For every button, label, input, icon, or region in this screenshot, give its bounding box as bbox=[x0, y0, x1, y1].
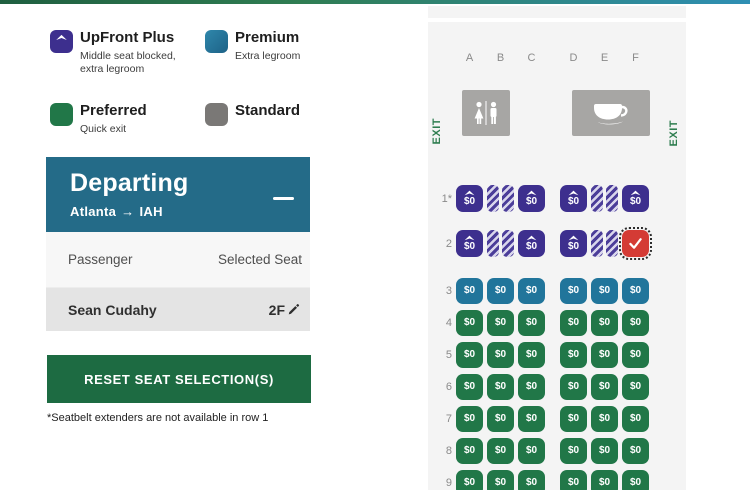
seat-3A[interactable]: $0 bbox=[456, 278, 483, 304]
legend-label: Standard bbox=[235, 102, 301, 119]
edit-pencil-icon[interactable] bbox=[287, 303, 300, 316]
seat-1E-blocked bbox=[591, 185, 618, 212]
seat-8A[interactable]: $0 bbox=[456, 438, 483, 464]
seat-row-9 bbox=[428, 470, 686, 490]
seat-7D[interactable]: $0 bbox=[560, 406, 587, 432]
row-label-9: 9 bbox=[445, 477, 452, 489]
route-arrow-icon: → bbox=[121, 204, 135, 219]
seat-row-8 bbox=[428, 438, 686, 464]
seat-5E[interactable]: $0 bbox=[591, 342, 618, 368]
seat-5B[interactable]: $0 bbox=[487, 342, 514, 368]
route-origin: Atlanta bbox=[70, 204, 117, 219]
seat-map-top-strip bbox=[428, 6, 686, 18]
seat-row-2 bbox=[428, 230, 686, 257]
premium-swatch-icon bbox=[205, 30, 228, 53]
seat-7A[interactable]: $0 bbox=[456, 406, 483, 432]
seat-6D[interactable]: $0 bbox=[560, 374, 587, 400]
seat-4E[interactable]: $0 bbox=[591, 310, 618, 336]
exit-label-right: EXIT bbox=[668, 120, 680, 147]
legend-upfront-plus bbox=[50, 30, 190, 77]
seat-2D[interactable]: $0 bbox=[560, 230, 587, 257]
seat-3E[interactable]: $0 bbox=[591, 278, 618, 304]
legend-standard bbox=[205, 103, 300, 126]
seat-row-7 bbox=[428, 406, 686, 432]
row-label-3: 3 bbox=[445, 285, 452, 297]
seat-5A[interactable]: $0 bbox=[456, 342, 483, 368]
seat-4B[interactable]: $0 bbox=[487, 310, 514, 336]
departing-card-header bbox=[46, 157, 310, 232]
legend-desc: Extra legroom bbox=[235, 49, 301, 62]
seat-6C[interactable]: $0 bbox=[518, 374, 545, 400]
galley-coffee-icon bbox=[572, 90, 650, 136]
seat-number-text: 2F bbox=[268, 301, 285, 318]
route-destination: IAH bbox=[139, 204, 163, 219]
legend-label: Preferred bbox=[80, 102, 147, 119]
passenger-row bbox=[46, 288, 310, 331]
seat-6A[interactable]: $0 bbox=[456, 374, 483, 400]
legend-preferred bbox=[50, 103, 147, 136]
exit-label-left: EXIT bbox=[431, 118, 443, 145]
seat-7E[interactable]: $0 bbox=[591, 406, 618, 432]
seat-5C[interactable]: $0 bbox=[518, 342, 545, 368]
seat-7C[interactable]: $0 bbox=[518, 406, 545, 432]
row-label-1: 1* bbox=[441, 192, 452, 205]
seat-3C[interactable]: $0 bbox=[518, 278, 545, 304]
column-letter-header bbox=[456, 52, 653, 64]
seat-1C[interactable]: $0 bbox=[518, 185, 545, 212]
legend-desc: Quick exit bbox=[80, 122, 127, 135]
preferred-swatch-icon bbox=[50, 103, 73, 126]
column-letter-D: D bbox=[569, 52, 578, 64]
seat-8B[interactable]: $0 bbox=[487, 438, 514, 464]
seat-7B[interactable]: $0 bbox=[487, 406, 514, 432]
seat-row-4 bbox=[428, 310, 686, 336]
seat-2C[interactable]: $0 bbox=[518, 230, 545, 257]
seat-7F[interactable]: $0 bbox=[622, 406, 649, 432]
seat-9E[interactable]: $0 bbox=[591, 470, 618, 490]
selected-seat-value[interactable] bbox=[269, 302, 300, 318]
seat-3D[interactable]: $0 bbox=[560, 278, 587, 304]
row-label-4: 4 bbox=[445, 317, 452, 329]
seat-4A[interactable]: $0 bbox=[456, 310, 483, 336]
seat-1D[interactable]: $0 bbox=[560, 185, 587, 212]
seat-row-3 bbox=[428, 278, 686, 304]
seat-2E-blocked bbox=[591, 230, 618, 257]
row-label-7: 7 bbox=[445, 413, 452, 425]
passenger-table-header bbox=[46, 232, 310, 288]
seat-4D[interactable]: $0 bbox=[560, 310, 587, 336]
seat-1B-blocked bbox=[487, 185, 514, 212]
seat-8C[interactable]: $0 bbox=[518, 438, 545, 464]
seat-5F[interactable]: $0 bbox=[622, 342, 649, 368]
departing-card bbox=[46, 157, 310, 331]
seat-grid bbox=[428, 185, 686, 490]
legend-premium bbox=[205, 30, 300, 63]
column-letter-A: A bbox=[465, 52, 474, 64]
seat-2B-blocked bbox=[487, 230, 514, 257]
selected-seat-column-header: Selected Seat bbox=[217, 252, 302, 267]
seat-9B[interactable]: $0 bbox=[487, 470, 514, 490]
seat-9F[interactable]: $0 bbox=[622, 470, 649, 490]
seat-2A[interactable]: $0 bbox=[456, 230, 483, 257]
row-label-8: 8 bbox=[445, 445, 452, 457]
upfront-arrow-icon bbox=[50, 30, 73, 53]
seat-map-panel bbox=[428, 22, 686, 490]
seat-9C[interactable]: $0 bbox=[518, 470, 545, 490]
departing-route bbox=[70, 204, 294, 219]
passenger-name: Sean Cudahy bbox=[68, 301, 157, 318]
seat-3B[interactable]: $0 bbox=[487, 278, 514, 304]
seat-6B[interactable]: $0 bbox=[487, 374, 514, 400]
seat-4C[interactable]: $0 bbox=[518, 310, 545, 336]
seat-8F[interactable]: $0 bbox=[622, 438, 649, 464]
checkmark-icon bbox=[627, 235, 644, 252]
seat-2F[interactable] bbox=[622, 230, 649, 257]
seatbelt-footnote: *Seatbelt extenders are not available in row 1 bbox=[47, 412, 269, 424]
seat-4F[interactable]: $0 bbox=[622, 310, 649, 336]
seat-1F[interactable]: $0 bbox=[622, 185, 649, 212]
top-gradient-bar bbox=[0, 0, 750, 4]
row-label-2: 2 bbox=[445, 237, 452, 250]
collapse-minus-icon[interactable] bbox=[273, 197, 294, 200]
seat-8E[interactable]: $0 bbox=[591, 438, 618, 464]
column-letter-E: E bbox=[600, 52, 609, 64]
legend-desc: Middle seat blocked, extra legroom bbox=[80, 49, 176, 76]
seat-8D[interactable]: $0 bbox=[560, 438, 587, 464]
standard-swatch-icon bbox=[205, 103, 228, 126]
legend-label: UpFront Plus bbox=[80, 29, 175, 46]
column-letter-F: F bbox=[632, 52, 639, 64]
seat-6E[interactable]: $0 bbox=[591, 374, 618, 400]
column-letter-C: C bbox=[527, 52, 536, 64]
row-label-6: 6 bbox=[445, 381, 452, 393]
reset-seat-selection-button[interactable]: RESET SEAT SELECTION(S) bbox=[47, 355, 311, 403]
seat-1A[interactable]: $0 bbox=[456, 185, 483, 212]
passenger-column-header: Passenger bbox=[68, 252, 133, 267]
row-label-5: 5 bbox=[445, 349, 452, 361]
seat-row-1 bbox=[428, 185, 686, 212]
seat-row-5 bbox=[428, 342, 686, 368]
departing-title: Departing bbox=[70, 169, 189, 197]
column-letter-B: B bbox=[496, 52, 505, 64]
seat-row-6 bbox=[428, 374, 686, 400]
legend-label: Premium bbox=[235, 29, 300, 46]
seat-5D[interactable]: $0 bbox=[560, 342, 587, 368]
restroom-icon bbox=[462, 90, 510, 136]
seat-6F[interactable]: $0 bbox=[622, 374, 649, 400]
seat-3F[interactable]: $0 bbox=[622, 278, 649, 304]
seat-9A[interactable]: $0 bbox=[456, 470, 483, 490]
seat-9D[interactable]: $0 bbox=[560, 470, 587, 490]
